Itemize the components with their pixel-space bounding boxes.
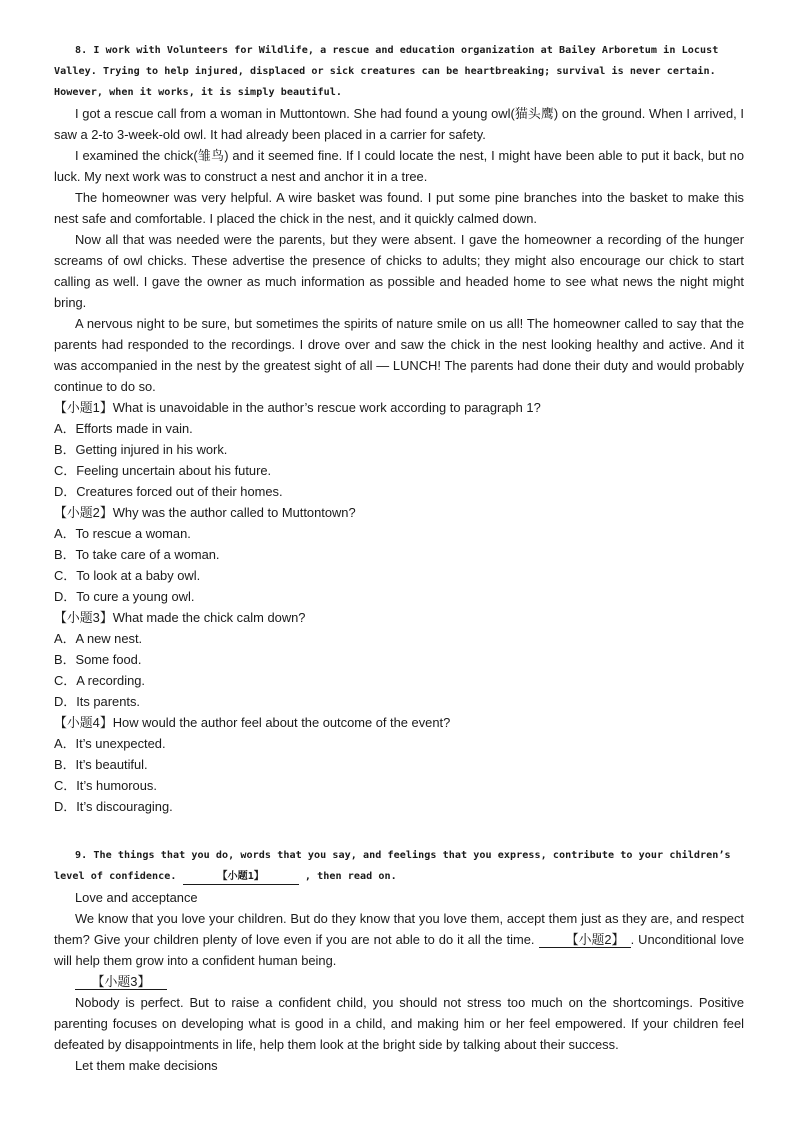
q9-paragraph-1-tail: . Unconditional love will help them grow into a confident human being. — [54, 932, 744, 968]
q9-paragraph-1 — [54, 908, 744, 971]
question-4 — [54, 712, 744, 817]
question-3-option-d: D．Its parents. — [54, 694, 140, 709]
question-8-passage — [54, 40, 744, 397]
q9-intro-text: level of confidence. — [54, 871, 177, 882]
question-2-option-a: A．To rescue a woman. — [54, 526, 191, 541]
question-3-option-c: C．A recording. — [54, 673, 145, 688]
question-3-stem: 【小题3】What made the chick calm down? — [54, 610, 306, 625]
question-2 — [54, 502, 744, 607]
question-4-option-a: A．It’s unexpected. — [54, 736, 166, 751]
blank-2[interactable]: 【小题2】 — [539, 933, 631, 948]
q8-paragraph-1: I got a rescue call from a woman in Muttontown. She had found a young owl(猫头鹰) on the ground. When I arrived, I saw a 2-to 3-week-old owl. It had already been placed in a carrier for safety. — [54, 106, 744, 142]
question-4-option-c: C．It’s humorous. — [54, 778, 157, 793]
q8-paragraph-2: I examined the chick(雏鸟) and it seemed fine. If I could locate the nest, I might have been able to put it back, but no luck. My next work was to construct a nest and anchor it in a tree. — [54, 148, 744, 184]
blank-1[interactable]: 【小题1】 — [183, 870, 299, 885]
question-2-option-d: D．To cure a young owl. — [54, 589, 195, 604]
q9-blank-3-line — [54, 971, 744, 992]
question-1-stem: 【小题1】What is unavoidable in the author’s rescue work according to paragraph 1? — [54, 400, 541, 415]
q9-heading-love-and-acceptance: Love and acceptance — [75, 890, 198, 905]
q8-intro-line-1: 8. I work with Volunteers for Wildlife, a rescue and education organization at Bailey Arboretum in Locust — [75, 45, 719, 56]
question-4-option-b: B．It’s beautiful. — [54, 757, 148, 772]
question-1-option-b: B．Getting injured in his work. — [54, 442, 228, 457]
q8-paragraph-5: A nervous night to be sure, but sometimes the spirits of nature smile on us all! The homeowner called to say that the parents had responded to the recordings. I drove over and saw the chick in the nest looking healthy and active. And it was accompanied in the nest by the greatest sight of all — LUNCH! The parents had done their duty and would probably continue to do so. — [54, 316, 744, 394]
question-1-option-a: A．Efforts made in vain. — [54, 421, 193, 436]
question-1-option-d: D．Creatures forced out of their homes. — [54, 484, 283, 499]
q9-intro-line-2 — [54, 866, 744, 887]
q9-intro-line-1: 9. The things that you do, words that you say, and feelings that you express, contribute to your children’s — [75, 850, 731, 861]
section-spacer — [54, 817, 744, 845]
question-3-option-a: A．A new nest. — [54, 631, 143, 646]
q8-paragraph-3: The homeowner was very helpful. A wire basket was found. I put some pine branches into the basket to make this nest safe and comfortable. I placed the chick in the nest, and it quickly calmed down. — [54, 190, 744, 226]
q8-intro-line-2: Valley. Trying to help injured, displaced or sick creatures can be heartbreaking; survival is never certain. — [54, 66, 716, 77]
q9-heading-let-them-make-decisions: Let them make decisions — [75, 1058, 218, 1073]
question-3-option-b: B．Some food. — [54, 652, 142, 667]
question-2-option-b: B．To take care of a woman. — [54, 547, 220, 562]
question-1 — [54, 397, 744, 502]
question-9-passage — [54, 845, 744, 1076]
q8-questions — [54, 397, 744, 817]
worksheet-page — [54, 40, 744, 1076]
question-3 — [54, 607, 744, 712]
question-1-option-c: C．Feeling uncertain about his future. — [54, 463, 272, 478]
q8-intro-line-3: However, when it works, it is simply beautiful. — [54, 87, 342, 98]
q9-intro-tail: , then read on. — [304, 871, 397, 882]
q8-paragraph-4: Now all that was needed were the parents, but they were absent. I gave the homeowner a recording of the hunger screams of owl chicks. These advertise the presence of chicks to adults; they might also encourage our chick to start calling as well. I gave the owner as much information as possible and headed home to see what news the night might bring. — [54, 232, 744, 310]
question-4-stem: 【小题4】How would the author feel about the outcome of the event? — [54, 715, 451, 730]
q9-paragraph-2: Nobody is perfect. But to raise a confident child, you should not stress too much on the shortcomings. Positive parenting focuses on developing what is good in a child, and making him or her feel empowered. If your children feel defeated by disappointments in life, help them look at the bright side by talking about their success. — [54, 995, 744, 1052]
question-4-option-d: D．It’s discouraging. — [54, 799, 173, 814]
question-2-stem: 【小题2】Why was the author called to Muttontown? — [54, 505, 356, 520]
question-2-option-c: C．To look at a baby owl. — [54, 568, 201, 583]
blank-3[interactable]: 【小题3】 — [75, 975, 167, 990]
q9-paragraph-1-text: We know that you love your children. But do they know that you love them, accept them just as they are, and respect them? Give your children plenty of love even if you are not able to do it all the time. — [54, 911, 744, 947]
